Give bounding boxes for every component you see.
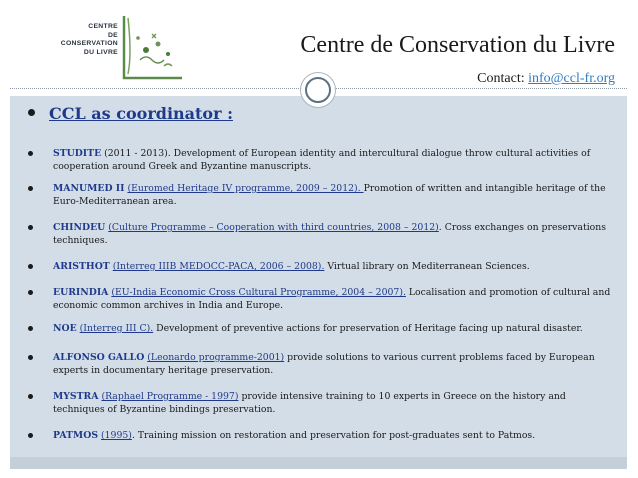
list-item-alfonso-gallo [28, 351, 618, 377]
contact-line [477, 71, 615, 87]
project-name: MYSTRA [53, 391, 99, 402]
bullet-icon [28, 225, 33, 230]
project-description: provide intensive training to 10 experts in Greece on the history and techniques of Byzantine bindings preservation. [53, 391, 566, 415]
logo-line-de: DE [107, 31, 118, 39]
logo-line-conservation: CONSERVATION [60, 40, 118, 48]
project-description: . Cross exchanges on preservations techniques. [53, 222, 607, 246]
list-item-aristhot [28, 260, 618, 273]
project-description: provide solutions to various current problems faced by European experts in documentary heritage preservation. [53, 352, 595, 376]
bullet-icon [28, 109, 35, 116]
list-item-mystra [28, 390, 618, 416]
bullet-icon [28, 355, 33, 360]
project-programme: (Interreg IIIB MEDOCC-PACA, 2006 – 2008). [112, 261, 325, 272]
contact-email-link[interactable]: info@ccl-fr.org [528, 71, 615, 86]
page-title: Centre de Conservation du Livre [300, 32, 615, 58]
decorative-circle-icon [300, 72, 336, 108]
slide [10, 8, 627, 469]
bullet-icon [28, 151, 33, 156]
project-programme: (EU-India Economic Cross Cultural Programme, 2004 – 2007). [111, 287, 406, 298]
list-item-eurindia [28, 286, 618, 312]
logo-emblem-icon [116, 14, 188, 86]
project-programme: (Leonardo programme-2001) [147, 352, 285, 363]
footer-bar [10, 457, 627, 469]
list-item-studite [28, 147, 618, 173]
project-name: STUDITE [53, 148, 102, 159]
section-heading [28, 104, 233, 123]
list-item-patmos [28, 429, 618, 442]
project-programme: (Culture Programme – Cooperation with third countries, 2008 – 2012) [108, 222, 439, 233]
project-name: NOE [53, 323, 77, 334]
section-heading-text: CCL as coordinator : [49, 104, 233, 123]
logo-text [28, 23, 118, 57]
bullet-icon [28, 264, 33, 269]
project-description: (2011 - 2013). Development of European identity and intercultural dialogue throw cultural activities of cooperation around Greek and Byzantine manuscripts. [53, 148, 591, 172]
logo-line-du-livre: DU LIVRE [83, 48, 118, 56]
project-name: ARISTHOT [53, 261, 110, 272]
project-name: CHINDEU [53, 222, 106, 233]
project-description: Virtual library on Mediterranean Sciences. [324, 261, 530, 272]
contact-label: Contact: [477, 71, 529, 86]
ccl-logo [28, 14, 188, 86]
project-description: Localisation and promotion of cultural and economic common archives in India and Europe. [53, 287, 611, 311]
logo-line-centre: CENTRE [88, 23, 118, 30]
project-name: PATMOS [53, 430, 99, 441]
project-name: EURINDIA [53, 287, 109, 298]
project-programme: (Interreg III C). [79, 323, 154, 334]
project-description: Development of preventive actions for preservation of Heritage facing up natural disaster. [153, 323, 583, 334]
list-item-noe [28, 322, 618, 335]
project-description: . Training mission on restoration and preservation for post-graduates sent to Patmos. [131, 430, 536, 441]
bullet-icon [28, 290, 33, 295]
list-item-manumed [28, 182, 618, 208]
project-programme: (1995) [101, 430, 132, 441]
list-item-chindeu [28, 221, 618, 247]
project-programme: (Raphael Programme - 1997) [101, 391, 239, 402]
project-name: MANUMED II [53, 183, 125, 194]
project-name: ALFONSO GALLO [53, 352, 145, 363]
bullet-icon [28, 326, 33, 331]
bullet-icon [28, 186, 33, 191]
bullet-icon [28, 433, 33, 438]
project-description: Promotion of written and intangible heritage of the Euro-Mediterranean area. [53, 183, 606, 207]
bullet-icon [28, 394, 33, 399]
project-programme: (Euromed Heritage IV programme, 2009 – 2012). [127, 183, 364, 194]
